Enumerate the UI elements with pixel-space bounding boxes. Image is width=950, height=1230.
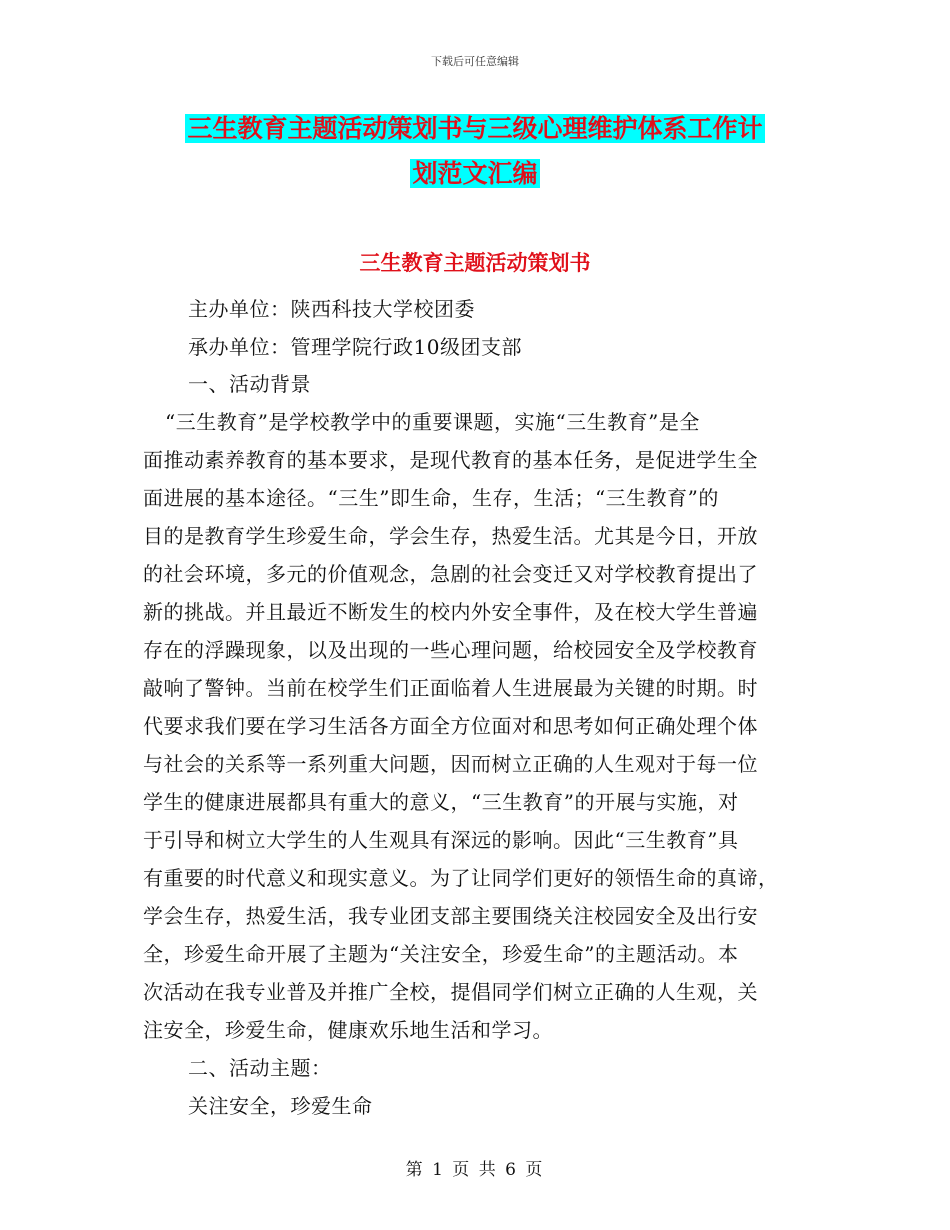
body-line: 面推动素养教育的基本要求，是现代教育的基本任务，是促进学生全	[143, 448, 758, 472]
body-line: 目的是教育学生珍爱生命，学会生存，热爱生活。尤其是今日，开放	[143, 524, 758, 548]
document-title-text-2: 划范文汇编	[412, 159, 538, 188]
body-line: “三生教育”是学校教学中的重要课题，实施“三生教育”是全	[165, 410, 700, 434]
body-line: 存在的浮躁现象，以及出现的一些心理问题，给校园安全及学校教育	[143, 638, 758, 662]
organizer-line: 主办单位：陕西科技大学校团委	[188, 297, 475, 321]
body-line: 面进展的基本途径。“三生”即生命，生存，生活；“三生教育”的	[143, 486, 719, 510]
theme-text: 关注安全，珍爱生命	[188, 1094, 373, 1118]
document-title-line-1	[0, 111, 950, 147]
body-line: 代要求我们要在学习生活各方面全方位面对和思考如何正确处理个体	[143, 714, 758, 738]
body-line: 次活动在我专业普及并推广全校，提倡同学们树立正确的人生观，关	[143, 980, 758, 1004]
heading-theme: 二、活动主题：	[188, 1056, 332, 1080]
body-line: 全，珍爱生命开展了主题为“关注安全，珍爱生命”的主题活动。本	[143, 942, 739, 966]
body-line: 与社会的关系等一系列重大问题，因而树立正确的人生观对于每一位	[143, 752, 758, 776]
section-title: 三生教育主题活动策划书	[359, 251, 591, 275]
body-line: 注安全，珍爱生命，健康欢乐地生活和学习。	[143, 1018, 553, 1042]
body-line: 新的挑战。并且最近不断发生的校内外安全事件，及在校大学生普遍	[143, 600, 758, 624]
document-title-text-1: 三生教育主题活动策划书与三级心理维护体系工作计	[187, 114, 763, 143]
body-line: 的社会环境，多元的价值观念，急剧的社会变迁又对学校教育提出了	[143, 562, 758, 586]
body-line: 学生的健康进展都具有重大的意义，“三生教育”的开展与实施，对	[143, 790, 739, 814]
page-footer: 第 1 页 共 6 页	[405, 1160, 545, 1180]
document-title-line-2	[0, 156, 950, 192]
body-line: 敲响了警钟。当前在校学生们正面临着人生进展最为关键的时期。时	[143, 676, 758, 700]
heading-background: 一、活动背景	[188, 372, 311, 396]
body-line: 有重要的时代意义和现实意义。为了让同学们更好的领悟生命的真谛，	[143, 866, 779, 890]
header-note: 下载后可任意编辑	[431, 55, 519, 68]
body-line: 学会生存，热爱生活，我专业团支部主要围绕关注校园安全及出行安	[143, 904, 758, 928]
body-line: 于引导和树立大学生的人生观具有深远的影响。因此“三生教育”具	[143, 828, 739, 852]
co-organizer-line: 承办单位：管理学院行政10级团支部	[188, 335, 522, 359]
